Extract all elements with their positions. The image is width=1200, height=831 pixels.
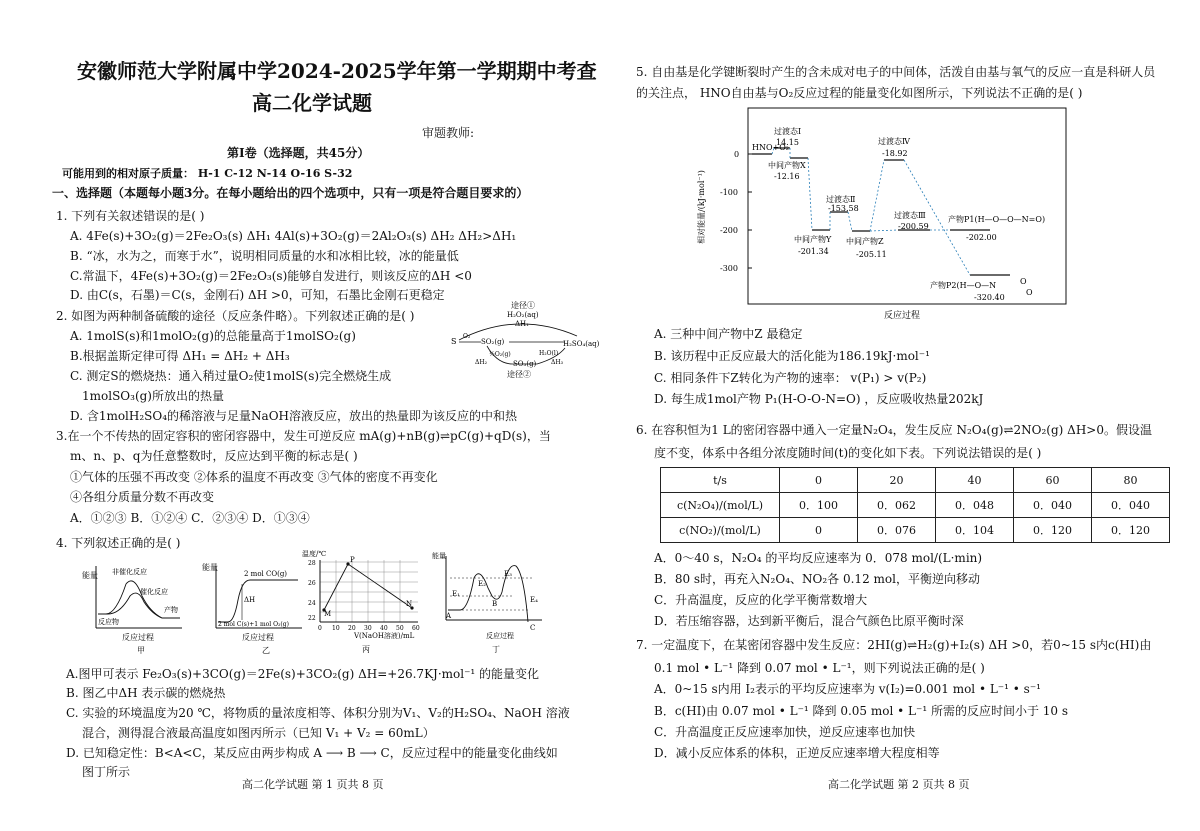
q5-start-label: HNO+O₂ [752,143,790,152]
q5-imy-label: 中间产物Y [794,235,832,244]
q5-stem: 5. 自由基是化学键断裂时产生的含未成对电子的中间体，活泼自由基与氧气的反应一直是科研人员 [636,65,1156,79]
h2o2-label: H₂O₂(aq) [507,311,539,319]
q3-options: A．①②③ B．①②④ C．②③④ D．①③④ [70,511,310,525]
q6-option-d: D．若压缩容器，达到新平衡后，混合气颜色比原平衡时深 [654,614,964,628]
bing-ytick: 26 [308,580,316,587]
route1-label: 途径① [511,301,535,310]
q5-ts4-label: 过渡态Ⅳ [878,137,910,146]
q5-ts3-label: 过渡态Ⅲ [894,211,926,220]
q5-p2-value: -320.40 [974,293,1005,302]
q4-option-d: D. 已知稳定性：B<A<C，某反应由两步构成 A ⟶ B ⟶ C，反应过程中的能量变化曲线如 [66,746,558,760]
q4-option-c-cont: 混合，测得混合液最高温度如图丙所示（已知 V₁ + V₂ = 60mL） [82,726,435,740]
q5-imz-label: 中间产物Z [846,237,884,246]
ding-e1-label: E₁ [452,590,460,598]
q5-ytick: -300 [720,264,738,273]
table-cell: t/s [661,468,780,493]
q5-option-a: A. 三种中间产物中Z 最稳定 [654,327,803,341]
table-cell: 20 [858,468,936,493]
q6-stem: 6. 在容积恒为1 L的密闭容器中通入一定量N₂O₄，发生反应 N₂O₄(g)⇌2NO₂(g) ΔH>0。假设温 [636,423,1152,437]
exam-subtitle: 高二化学试题 [252,91,372,115]
jia-energy-label: 能量 [82,571,98,580]
half-o2-label: ½O₂(g) [489,351,511,358]
q5-option-c: C. 相同条件下Z转化为产物的速率： v(P₁) > v(P₂) [654,371,927,385]
q2-option-d: D. 含1molH₂SO₄的稀溶液与足量NaOH溶液反应，放出的热量即为该反应的中和热 [70,409,518,423]
q5-ylabel: 相对能量/(kJ·mol⁻¹) [697,170,706,244]
ding-energy-label: 能量 [432,552,446,560]
q5-imz-value: -205.11 [856,250,887,259]
table-cell: 0．100 [780,493,858,518]
ding-e2-label: E₂ [478,580,486,588]
q5-energy-chart [690,104,1090,324]
q4-figure-jia [82,560,192,655]
q1-option-b: B. “冰，水为之，而寒于水”，说明相同质量的水和冰相比较，冰的能量低 [70,249,459,263]
bing-ytick: 24 [308,600,316,607]
table-cell: 0．104 [936,518,1014,543]
ding-c-label: C [530,624,536,632]
q4-figure-bing [302,548,427,655]
bing-p-label: P [350,556,355,564]
table-header-row [661,468,1170,493]
so2-label: SO₂(g) [481,338,505,346]
q7-option-c: C．升高温度正反应速率加快，逆反应速率也加快 [654,725,916,739]
bing-xtick: 60 [412,625,420,632]
q4-option-d-cont: 图丁所示 [82,765,131,779]
bing-xtick: 20 [348,625,356,632]
table-cell: 0．040 [1014,493,1092,518]
q5-imy-value: -201.34 [798,247,829,256]
jia-reactant-label: 反应物 [98,618,119,626]
table-row [661,493,1170,518]
ding-energy-curve [448,566,528,622]
table-cell: 0．040 [1092,493,1170,518]
q5-option-b: B. 该历程中正反应最大的活化能为186.19kJ·mol⁻¹ [654,349,930,363]
q7-stem: 7. 一定温度下，在某密闭容器中发生反应：2HI(g)⇌H₂(g)+I₂(s) ΔH >0，若0~15 s内c(HI)由 [636,638,1152,652]
ding-e3-label: E₃ [504,570,512,578]
table-cell: 0．076 [858,518,936,543]
q2-route-diagram [447,298,600,380]
q3-items-1: ①气体的压强不再改变 ②体系的温度不再改变 ③气体的密度不再变化 [70,470,438,484]
q7-option-a: A．0~15 s内用 I₂表示的平均反应速率为 v(I₂)=0.001 mol • L⁻¹ • s⁻¹ [654,682,1041,696]
yi-xaxis-label: 反应过程 [242,633,274,642]
q5-ts1-value: 14.15 [776,138,799,147]
table-row [661,518,1170,543]
bing-ytick: 22 [308,615,316,622]
bing-xtick: 50 [396,625,404,632]
fig-jia-caption: 甲 [137,646,145,655]
table-cell: 0 [780,468,858,493]
q4-option-a: A.图甲可表示 Fe₂O₃(s)+3CO(g)＝2Fe(s)+3CO₂(g) ΔH=+26.7KJ·mol⁻¹ 的能量变化 [66,667,540,681]
fig-yi-caption: 乙 [262,646,270,655]
jia-cat-label: 催化反应 [140,588,168,596]
dh1-label: ΔH₁ [515,320,529,328]
q7-stem-cont: 0.1 mol • L⁻¹ 降到 0.07 mol • L⁻¹，则下列说法正确的是( ) [654,661,985,675]
section-title: 第Ⅰ卷（选择题，共45分） [227,146,370,160]
yi-bottom-label: 2 mol C(s)+1 mol O₂(g) [218,621,289,628]
atomic-mass-line: 可能用到的相对原子质量： H-1 C-12 N-14 O-16 S-32 [62,167,353,180]
q3-stem-cont: m、n、p、q为任意整数时，反应达到平衡的标志是( ) [70,449,358,463]
bing-xtick: 30 [364,625,372,632]
h2o-label: H₂O(l) [539,350,559,357]
q5-xlabel: 反应过程 [884,311,921,321]
q5-imx-label: 中间产物X [768,161,806,170]
q6-option-b: B．80 s时，再充入N₂O₄、NO₂各 0.12 mol，平衡逆向移动 [654,572,980,586]
table-cell: 0．120 [1014,518,1092,543]
route2-label: 途径② [507,370,531,379]
q5-ytick: -200 [720,226,738,235]
s-label: S [451,337,457,346]
q5-p2-o-bottom: O [1026,288,1033,297]
q5-stem-cont: 的关注点， HNO自由基与O₂反应过程的能量变化如图所示，下列说法不正确的是( ) [636,86,1083,100]
h2so4-label: H₂SO₄(aq) [563,340,600,348]
q6-stem-cont: 度不变，体系中各组分浓度随时间(t)的变化如下表。下列说法错误的是( ) [654,446,1042,460]
reviewer-label: 审题教师: [422,126,475,140]
q1-stem: 1. 下列有关叙述错误的是( ) [56,209,205,223]
q3-items-2: ④各组分质量分数不再改变 [70,490,215,504]
table-cell: 0．062 [858,493,936,518]
q4-figure-yi [202,560,312,655]
q2-option-c-cont: 1molSO₃(g)所放出的热量 [82,389,224,403]
q5-p1-label: 产物P1(H—O—O—N=O) [948,215,1046,224]
q4-figure-ding [432,548,552,655]
q5-p2-o-top: O [1020,277,1027,286]
q2-option-c: C. 测定S的燃烧热：通入稍过量O₂使1molS(s)完全燃烧生成 [70,369,392,383]
table-cell: 40 [936,468,1014,493]
bing-xtick: 40 [380,625,388,632]
yi-dh-label: ΔH [244,596,256,604]
q5-option-d: D. 每生成1mol产物 P₁(H-O-O-N=O) ，反应吸收热量202kJ [654,392,984,406]
q3-stem: 3.在一个不传热的固定容积的密闭容器中，发生可逆反应 mA(g)+nB(g)⇌pC(g)+qD(s)，当 [56,429,551,443]
q4-option-c: C. 实验的环境温度为20 ℃，将物质的量浓度相等、体积分别为V₁、V₂的H₂SO₄、NaOH 溶液 [66,706,570,720]
yi-energy-label: 能量 [202,563,218,572]
q5-ytick: -100 [720,188,738,197]
ding-b-label: B [492,600,498,608]
q1-option-d: D. 由C(s，石墨)＝C(s，金刚石) ΔH >0，可知，石墨比金刚石更稳定 [70,288,445,302]
bing-n-label: N [406,600,413,608]
q7-option-b: B．c(HI)由 0.07 mol • L⁻¹ 降到 0.05 mol • L⁻¹ 所需的反应时间小于 10 s [654,704,1069,718]
o2-label: O₂ [463,333,471,340]
ding-e4-label: E₄ [530,596,538,604]
jia-xaxis-label: 反应过程 [122,633,154,642]
q5-ts1-label: 过渡态Ⅰ [774,127,802,136]
table-cell: c(NO₂)/(mol/L) [661,518,780,543]
q5-p1-value: -202.00 [966,233,997,242]
q4-stem: 4. 下列叙述正确的是( ) [56,536,181,550]
jia-product-label: 产物 [164,606,178,614]
q6-option-a: A．0～40 s，N₂O₄ 的平均反应速率为 0．078 mol/(L·min) [654,551,983,565]
page-footer-left: 高二化学试题 第 1 页共 8 页 [242,778,384,791]
exam-title: 安徽师范大学附属中学2024-2025学年第一学期期中考查 [77,59,597,83]
table-cell: 0 [780,518,858,543]
fig-bing-caption: 丙 [362,645,370,654]
q1-option-a: A. 4Fe(s)+3O₂(g)＝2Fe₂O₃(s) ΔH₁ 4Al(s)+3O₂(g)＝2Al₂O₃(s) ΔH₂ ΔH₂>ΔH₁ [70,229,517,243]
table-cell: 0．120 [1092,518,1170,543]
q2-option-b: B.根据盖斯定律可得 ΔH₁ = ΔH₂ + ΔH₃ [70,349,290,363]
jia-noncat-label: 非催化反应 [112,568,147,576]
dh2-label: ΔH₂ [475,359,487,366]
dh3-label: ΔH₃ [551,359,563,366]
q5-ts2-value: -153.58 [828,204,859,213]
ding-xaxis-label: 反应过程 [486,632,514,640]
bing-m-label: M [324,610,332,618]
q6-concentration-table [660,467,1170,543]
q7-option-d: D．减小反应体系的体积，正逆反应速率增大程度相等 [654,746,940,760]
q6-option-c: C．升高温度，反应的化学平衡常数增大 [654,593,868,607]
bing-xaxis-label: V(NaOH溶液)/mL [354,632,415,640]
so3-label: SO₃(g) [513,360,537,368]
q5-ts3-value: -200.59 [898,222,929,231]
q5-imx-value: -12.16 [774,172,800,181]
bing-yaxis-label: 温度/℃ [302,550,327,558]
q5-ts2-label: 过渡态Ⅱ [826,195,856,204]
bing-xtick: 0 [318,625,322,632]
ding-a-label: A [446,612,452,620]
bing-xtick: 10 [332,625,340,632]
table-cell: 80 [1092,468,1170,493]
q2-option-a: A. 1molS(s)和1molO₂(g)的总能量高于1molSO₂(g) [70,329,356,343]
q1-option-c: C.常温下，4Fe(s)+3O₂(g)＝2Fe₂O₃(s)能够自发进行，则该反应的ΔH <0 [70,269,472,283]
fig-ding-caption: 丁 [492,645,500,654]
table-cell: 60 [1014,468,1092,493]
q4-option-b: B. 图乙中ΔH 表示碳的燃烧热 [66,686,226,700]
table-cell: c(N₂O₄)/(mol/L) [661,493,780,518]
part1-title: 一、选择题（本题每小题3分。在每小题给出的四个选项中，只有一项是符合题目要求的） [52,186,529,200]
table-cell: 0．048 [936,493,1014,518]
q5-p2-label: 产物P2(H—O—N [930,281,997,290]
q5-ts4-value: -18.92 [882,149,908,158]
q2-stem: 2. 如图为两种制备硫酸的途径（反应条件略）。下列叙述正确的是( ) [56,309,415,323]
yi-top-label: 2 mol CO(g) [244,570,288,578]
bing-ytick: 28 [308,560,316,567]
page-footer-right: 高二化学试题 第 2 页共 8 页 [828,778,970,791]
q5-ytick: 0 [734,150,740,159]
